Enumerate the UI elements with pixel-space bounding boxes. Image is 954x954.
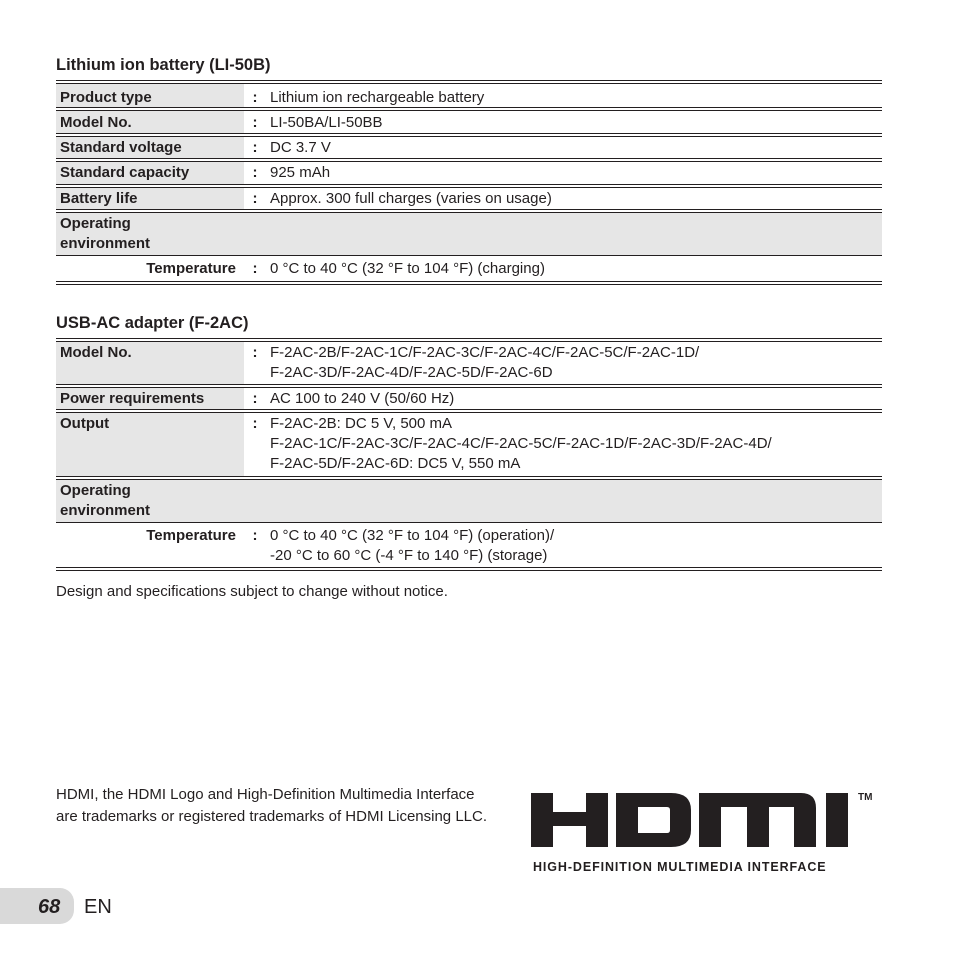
spec-label: Temperature — [146, 260, 236, 277]
spec-value: 0 °C to 40 °C (32 °F to 104 °F) (operation)/ -20 °C to 60 °C (-4 °F to 140 °F) (storage) — [270, 527, 555, 564]
spec-label: Temperature — [146, 527, 236, 544]
spec-row — [56, 526, 882, 568]
spec-label: Output — [56, 413, 244, 476]
spec-colon: : — [252, 527, 258, 544]
spec-colon: : — [252, 89, 258, 106]
spec-value: LI-50BA/LI-50BB — [270, 114, 383, 131]
spec-colon: : — [252, 390, 258, 407]
spec-colon: : — [252, 190, 258, 207]
spec-row — [56, 137, 882, 158]
hdmi-tagline: HIGH-DEFINITION MULTIMEDIA INTERFACE — [533, 860, 827, 874]
spec-value: 0 °C to 40 °C (32 °F to 104 °F) (charging) — [270, 260, 545, 277]
spec-label: Operating environment — [56, 213, 882, 255]
trademark-symbol: TM — [858, 792, 873, 803]
spec-value: Lithium ion rechargeable battery — [270, 89, 485, 106]
spec-colon: : — [252, 164, 258, 181]
trademark-notice: HDMI, the HDMI Logo and High-Definition Multimedia Interface are trademarks or registered trademarks of HDMI Licensing LLC. — [56, 786, 488, 825]
spec-value: F-2AC-2B/F-2AC-1C/F-2AC-3C/F-2AC-4C/F-2AC-5C/F-2AC-1D/ F-2AC-3D/F-2AC-4D/F-2AC-5D/F-2AC-6D — [270, 344, 700, 381]
battery-section-title: Lithium ion battery (LI-50B) — [56, 56, 271, 74]
spec-value: Approx. 300 full charges (varies on usage) — [270, 190, 552, 207]
spec-label: Battery life — [56, 188, 244, 209]
spec-label: Model No. — [56, 111, 244, 133]
spec-row — [56, 413, 882, 476]
spec-row — [56, 259, 882, 281]
spec-label: Model No. — [56, 342, 244, 384]
spec-row — [56, 388, 882, 409]
spec-label: Product type — [56, 84, 244, 107]
spec-row — [56, 84, 882, 107]
language-label: EN — [84, 896, 112, 918]
spec-colon: : — [252, 114, 258, 131]
spec-label: Standard capacity — [56, 162, 244, 184]
spec-row — [56, 342, 882, 384]
spec-colon: : — [252, 344, 258, 361]
hdmi-logo — [531, 790, 853, 850]
notice-text: Design and specifications subject to change without notice. — [56, 583, 448, 600]
spec-row — [56, 111, 882, 133]
spec-colon: : — [252, 139, 258, 156]
spec-colon: : — [252, 260, 258, 277]
adapter-section-title: USB-AC adapter (F-2AC) — [56, 314, 249, 332]
spec-colon: : — [252, 415, 258, 432]
spec-value: F-2AC-2B: DC 5 V, 500 mA F-2AC-1C/F-2AC-3C/F-2AC-4C/F-2AC-5C/F-2AC-1D/F-2AC-3D/F-2AC-4D/ F-2AC-5D/F-2AC-6D: DC5 V, 550 mA — [270, 415, 772, 472]
page-number-tab — [0, 888, 74, 924]
page-number: 68 — [38, 896, 61, 918]
spec-row — [56, 162, 882, 184]
spec-row — [56, 213, 882, 255]
spec-label: Power requirements — [56, 388, 244, 409]
spec-value: 925 mAh — [270, 164, 331, 181]
spec-value: DC 3.7 V — [270, 139, 331, 156]
spec-value: AC 100 to 240 V (50/60 Hz) — [270, 390, 455, 407]
spec-row — [56, 188, 882, 209]
spec-row — [56, 480, 882, 522]
spec-label: Operating environment — [56, 480, 882, 522]
spec-label: Standard voltage — [56, 137, 244, 158]
